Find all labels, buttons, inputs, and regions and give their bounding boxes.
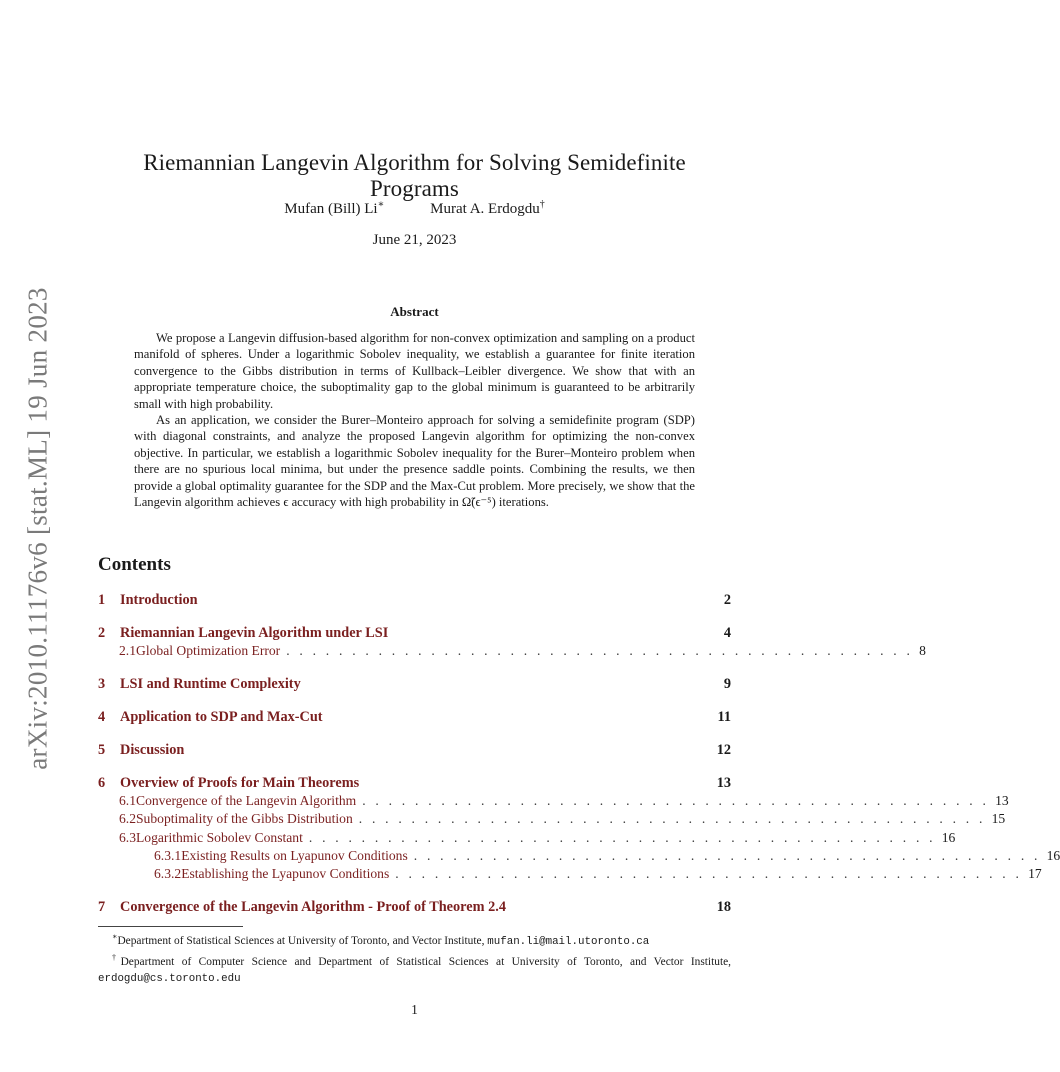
toc-page: 16 — [1046, 847, 1060, 863]
toc-link[interactable]: Riemannian Langevin Algorithm under LSI — [120, 625, 389, 641]
toc-entry-3[interactable]: 3 LSI and Runtime Complexity 9 — [98, 676, 731, 693]
toc-leader: . . . . . . . . . . . . . . . . . . . . . . . . . . . . . . . . . . . . . . . . . . . . . . . . — [286, 643, 914, 658]
toc-leader: . . . . . . . . . . . . . . . . . . . . . . . . . . . . . . . . . . . . . . . . . . . . . . . . — [395, 865, 1023, 881]
toc-entry-6-3[interactable]: 6.3 Logarithmic Sobolev Constant . . . . . . . . . . . . . . . . . . . . . . . . . . . . . . . . . . . . . . . . . . . . . . . . 16 — [119, 829, 956, 845]
contents-heading: Contents — [98, 554, 171, 575]
abstract-paragraph: As an application, we consider the Burer–Monteiro approach for solving a semidefinite program (SDP) with diagonal constraints, and analyze the proposed Langevin algorithm for optimizing the non-convex objective. In particular, we establish a logarithmic Sobolev inequality for the Burer–Monteiro problem when there are no spurious local minima, but under the presence saddle points. Combining the results, we then provide a global optimality guarantee for the SDP and the Max-Cut problem. More precisely, we show that the Langevin algorithm achieves ϵ accuracy with high probability in Ω̃(ϵ⁻⁵) iterations. — [134, 413, 695, 510]
toc-link[interactable]: Global Optimization Error — [136, 643, 281, 658]
footnote-divider — [98, 926, 243, 927]
toc-link[interactable]: Application to SDP and Max-Cut — [120, 709, 323, 726]
table-of-contents — [98, 592, 1060, 917]
toc-link[interactable]: Discussion — [120, 742, 185, 759]
toc-page: 13 — [716, 775, 731, 792]
toc-page: 4 — [723, 625, 731, 641]
abstract-heading: Abstract — [390, 304, 439, 319]
paper-date: June 21, 2023 — [372, 232, 457, 248]
email-link[interactable]: erdogdu@cs.toronto.edu — [98, 972, 241, 985]
toc-link[interactable]: Suboptimality of the Gibbs Distribution — [136, 811, 353, 827]
toc-entry-6[interactable]: 6 Overview of Proofs for Main Theorems 13 — [98, 775, 731, 792]
abstract-paragraph: We propose a Langevin diffusion-based algorithm for non-convex optimization and sampling on a product manifold of spheres. Under a logarithmic Sobolev inequality, we establish a guarantee for finite iteration convergence to the Gibbs distribution in terms of Kullback–Leibler divergence. We show that with an appropriate temperature choice, the suboptimality gap to the global minimum is guaranteed to be arbitrarily small with high probability. — [134, 331, 695, 411]
author-erdogdu: Murat A. Erdogdu† — [430, 199, 545, 217]
arxiv-identifier: arXiv:2010.11176v6 [stat.ML] 19 Jun 2023 — [22, 286, 53, 770]
toc-entry-6-2[interactable]: 6.2 Suboptimality of the Gibbs Distribution . . . . . . . . . . . . . . . . . . . . . . . . . . . . . . . . . . . . . . . . . . . . . . . . 15 — [119, 811, 1006, 827]
author-erdogdu-mark: † — [539, 199, 545, 210]
toc-leader: . . . . . . . . . . . . . . . . . . . . . . . . . . . . . . . . . . . . . . . . . . . . . . . . — [358, 811, 986, 827]
toc-page: 8 — [919, 643, 926, 658]
toc-entry-6-3-1[interactable]: 6.3.1 Existing Results on Lyapunov Conditions . . . . . . . . . . . . . . . . . . . . . . . . . . . . . . . . . . . . . . . . . . . . . . . . 16 — [154, 847, 1060, 863]
toc-entry-5[interactable]: 5 Discussion 12 — [98, 742, 731, 759]
abstract-body — [134, 330, 695, 510]
toc-link[interactable]: Overview of Proofs for Main Theorems — [120, 775, 360, 792]
toc-link[interactable]: Existing Results on Lyapunov Conditions — [181, 847, 408, 863]
toc-entry-6-3-2[interactable]: 6.3.2 Establishing the Lyapunov Conditions . . . . . . . . . . . . . . . . . . . . . . . . . . . . . . . . . . . . . . . . . . . . . . . . 17 — [154, 865, 1042, 881]
toc-entry-2-1[interactable]: 2.1 Global Optimization Error . . . . . . . . . . . . . . . . . . . . . . . . . . . . . . . . . . . . . . . . . . . . . . . . 8 — [119, 643, 926, 658]
page-number: 1 — [411, 1002, 418, 1017]
toc-leader: . . . . . . . . . . . . . . . . . . . . . . . . . . . . . . . . . . . . . . . . . . . . . . . . — [362, 793, 990, 809]
toc-leader: . . . . . . . . . . . . . . . . . . . . . . . . . . . . . . . . . . . . . . . . . . . . . . . . — [308, 829, 936, 845]
author-li-mark: ∗ — [377, 199, 385, 210]
toc-entry-6-1[interactable]: 6.1 Convergence of the Langevin Algorithm . . . . . . . . . . . . . . . . . . . . . . . . . . . . . . . . . . . . . . . . . . . . . . . . 13 — [119, 793, 1009, 809]
footnotes — [98, 929, 731, 987]
email-link[interactable]: mufan.li@mail.utoronto.ca — [487, 935, 650, 948]
toc-page: 12 — [716, 742, 731, 759]
author-list — [98, 199, 731, 218]
toc-page: 17 — [1028, 865, 1042, 881]
toc-link[interactable]: Convergence of the Langevin Algorithm - Proof of Theorem 2.4 — [120, 899, 506, 916]
toc-entry-1[interactable]: 1 Introduction 2 — [98, 592, 731, 608]
author-li: Mufan (Bill) Li∗ — [284, 199, 385, 217]
toc-page: 13 — [995, 793, 1009, 809]
toc-link[interactable]: Introduction — [120, 592, 198, 608]
toc-page: 9 — [723, 676, 731, 693]
toc-link[interactable]: Convergence of the Langevin Algorithm — [136, 793, 357, 809]
toc-link[interactable]: LSI and Runtime Complexity — [120, 676, 301, 693]
paper-title: Riemannian Langevin Algorithm for Solving Semidefinite Programs — [143, 150, 686, 201]
toc-page: 11 — [717, 709, 731, 726]
toc-leader: . . . . . . . . . . . . . . . . . . . . . . . . . . . . . . . . . . . . . . . . . . . . . . . . — [413, 847, 1041, 863]
toc-page: 18 — [716, 899, 731, 916]
toc-page: 16 — [941, 829, 956, 845]
toc-entry-4[interactable]: 4 Application to SDP and Max-Cut 11 — [98, 709, 731, 726]
arxiv-stamp — [22, 282, 54, 774]
footnote-affiliation-erdogdu: †Department of Computer Science and Department of Statistical Sciences at University of Toronto, and Vector Institute, erdogdu@cs.toronto.edu — [98, 952, 732, 985]
toc-link[interactable]: Logarithmic Sobolev Constant — [136, 829, 303, 845]
toc-link[interactable]: Establishing the Lyapunov Conditions — [181, 865, 390, 881]
toc-entry-7[interactable]: 7 Convergence of the Langevin Algorithm - Proof of Theorem 2.4 18 — [98, 899, 731, 916]
toc-page: 2 — [723, 592, 731, 608]
toc-entry-2[interactable]: 2 Riemannian Langevin Algorithm under LSI 4 — [98, 625, 731, 641]
footnote-affiliation-li: ∗Department of Statistical Sciences at University of Toronto, and Vector Institute, mufan.li@mail.utoronto.ca — [112, 932, 650, 948]
toc-page: 15 — [991, 811, 1006, 827]
